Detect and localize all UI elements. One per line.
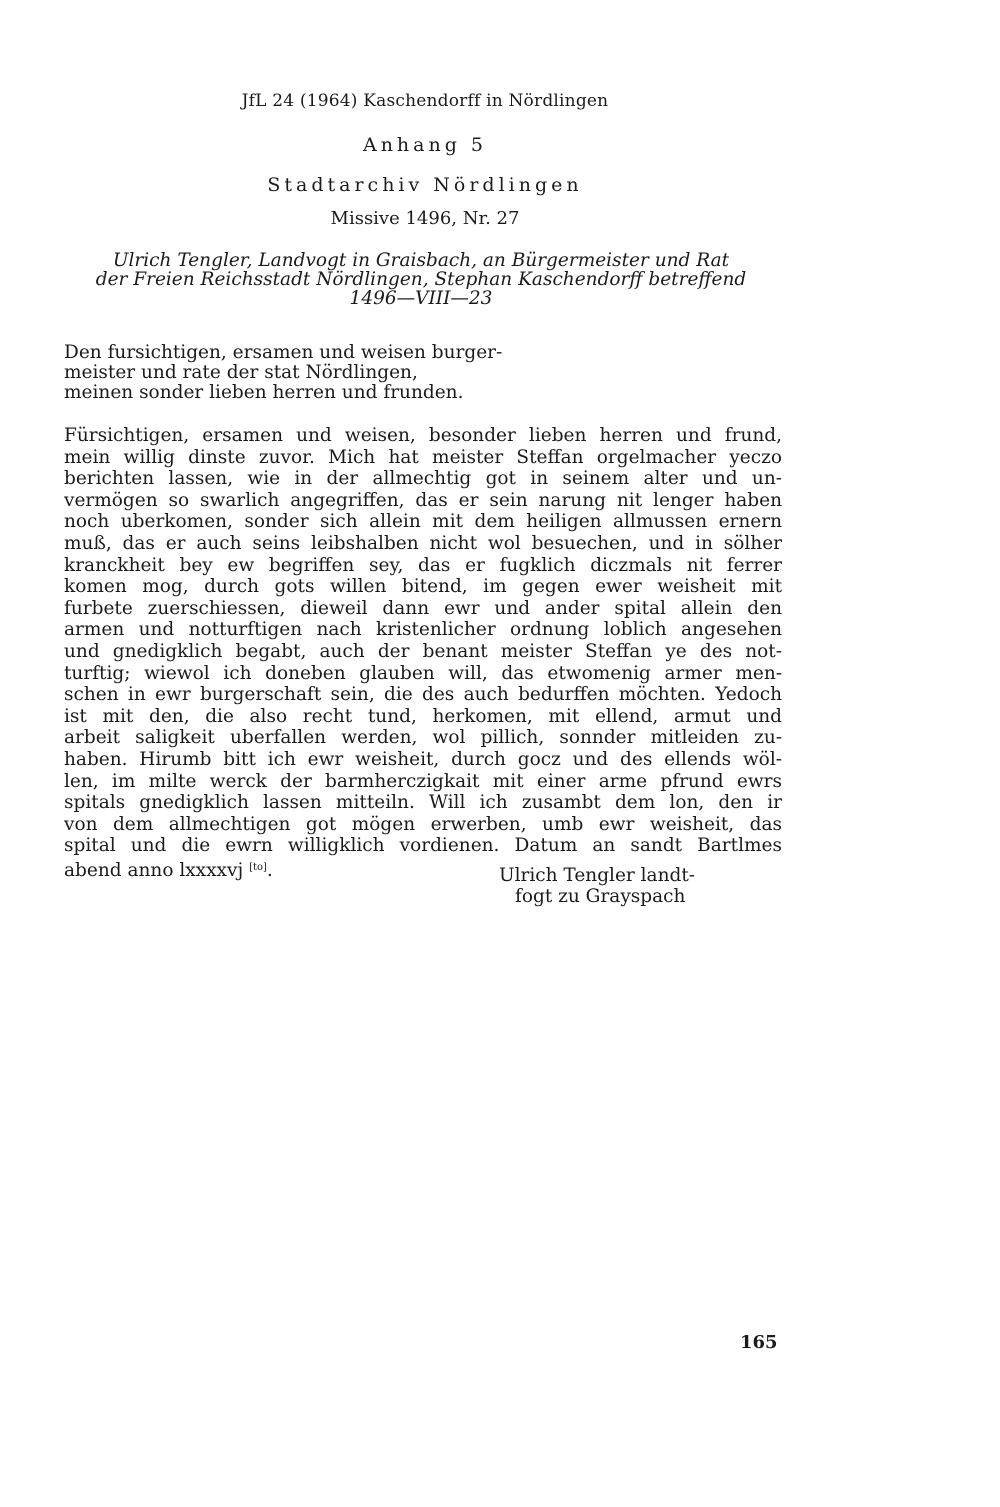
body-line: haben. Hirumb bitt ich ewr weisheit, durch gocz und des ellends wöl- — [64, 748, 782, 770]
letter-body — [64, 425, 782, 881]
title-date: 1496—VIII—23 — [349, 288, 493, 309]
running-head: JfL 24 (1964) Kaschendorff in Nördlingen — [241, 91, 609, 111]
body-line: und gnedigklich begabt, auch der benant meister Steffan ye des not- — [64, 640, 782, 662]
letter-address — [64, 343, 502, 403]
archive-heading: Stadtarchiv Nördlingen — [267, 174, 583, 196]
address-line: meinen sonder lieben herren und frunden. — [64, 382, 464, 403]
signature-line: fogt zu Grayspach — [515, 886, 686, 907]
appendix-heading: Anhang 5 — [362, 134, 488, 156]
body-line: vermögen so swarlich angegriffen, das er sein narung nit lenger haben — [64, 489, 782, 511]
body-line: mein willig dinste zuvor. Mich hat meister Steffan orgelmacher yeczo — [64, 446, 782, 468]
footnote-marker: [to] — [249, 861, 267, 873]
body-line: furbete zuerschiessen, dieweil dann ewr und ander spital allein den — [64, 597, 782, 619]
signature — [499, 865, 695, 907]
final-punctuation: . — [266, 859, 273, 881]
body-line: noch uberkomen, sonder sich allein mit dem heiligen allmussen ernern — [64, 511, 782, 533]
address-line: Den fursichtigen, ersamen und weisen burger- — [64, 342, 503, 363]
body-line: turftig; wiewol ich doneben glauben will, das etwomenig armer men- — [64, 662, 782, 684]
body-line: armen und notturftigen nach kristenlicher ordnung loblich angesehen — [64, 619, 782, 641]
body-line: schen in ewr burgerschaft sein, die des auch bedurffen möchten. Yedoch — [64, 684, 782, 706]
body-line: von dem allmechtigen got mögen erwerben, umb ewr weisheit, das — [64, 813, 782, 835]
missive-reference: Missive 1496, Nr. 27 — [330, 208, 520, 229]
title-line: Ulrich Tengler, Landvogt in Graisbach, an Bürgermeister und Rat — [112, 250, 730, 271]
body-line: arbeit saligkeit uberfallen werden, wol pillich, sonnder mitleiden zu- — [64, 727, 782, 749]
page-number: 165 — [740, 1332, 778, 1353]
body-line: ist mit den, die also recht tund, herkomen, mit ellend, armut und — [64, 705, 782, 727]
body-line: berichten lassen, wie in der allmechtig got in seinem alter und un- — [64, 468, 782, 490]
address-line: meister und rate der stat Nördlingen, — [64, 362, 418, 383]
title-line: der Freien Reichsstadt Nördlingen, Stephan Kaschendorff betreffend — [95, 269, 747, 290]
body-line: spitals gnedigklich lassen mitteiln. Will ich zusambt dem lon, den ir — [64, 792, 782, 814]
signature-line: Ulrich Tengler landt- — [499, 865, 696, 886]
body-line: len, im milte werck der barmherczigkait mit einer arme pfrund ewrs — [64, 770, 782, 792]
body-last-text: abend anno lxxxxvj — [64, 859, 244, 881]
body-line: kranckheit bey ew begriffen sey, das er fugklich diczmals nit ferrer — [64, 554, 782, 576]
document-title — [62, 251, 780, 308]
body-line: muß, das er auch seins leibshalben nicht wol besuechen, und in sölher — [64, 532, 782, 554]
body-line: Fürsichtigen, ersamen und weisen, besonder lieben herren und frund, — [64, 425, 782, 446]
body-line: spital und die ewrn willigklich vordienen. Datum an sandt Bartlmes — [64, 835, 782, 857]
body-line: komen mog, durch gots willen bitend, im gegen ewer weisheit mit — [64, 576, 782, 598]
